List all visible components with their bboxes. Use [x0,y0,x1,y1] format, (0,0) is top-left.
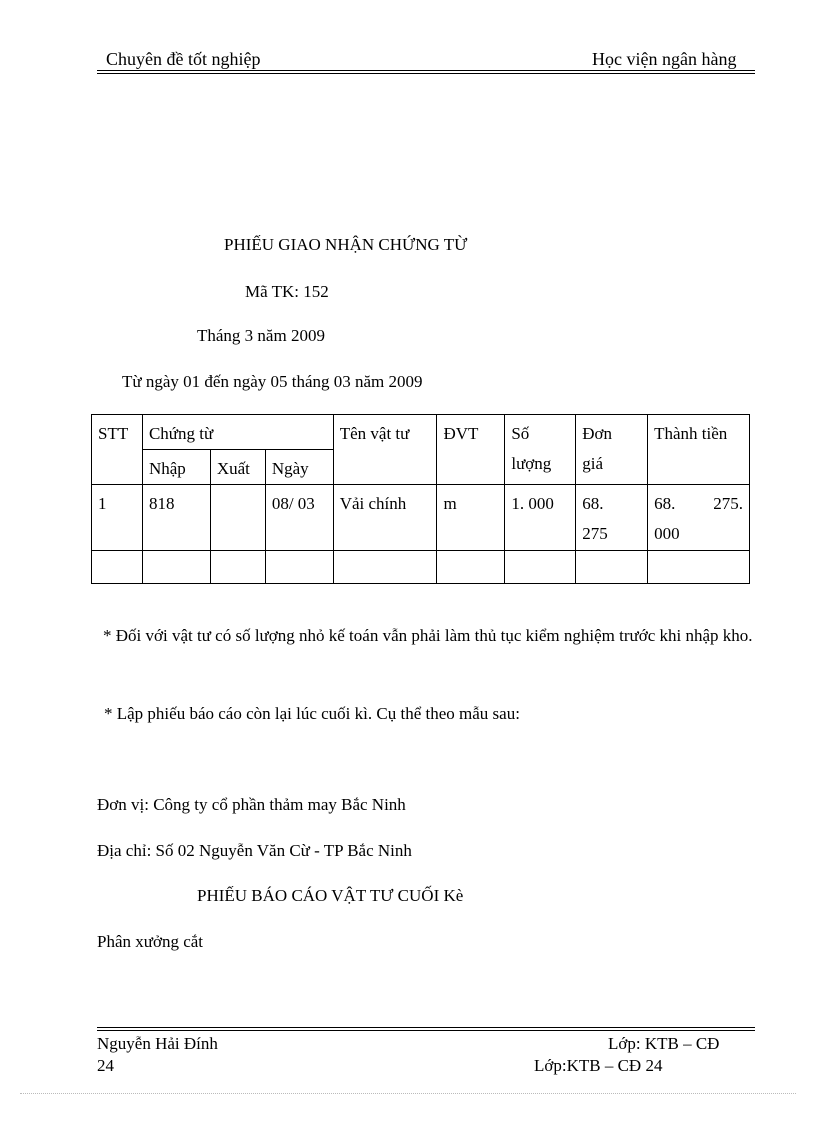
header-rule-bottom [97,73,755,74]
form2-unit: Đơn vị: Công ty cổ phần thảm may Bắc Ninh [97,795,406,814]
cell-price [576,485,648,551]
form2-title: PHIẾU BÁO CÁO VẬT TƯ CUỐI Kè [197,886,464,905]
form2-workshop: Phân xưởng cắt [97,932,204,951]
header-quantity-line1: Số [511,424,530,443]
table-row-empty [92,551,750,584]
header-stt: STT [92,415,143,485]
header-export: Xuất [210,450,265,485]
header-price [576,415,648,485]
cell-date: 08/ 03 [265,485,333,551]
header-quantity [505,415,576,485]
cell-material: Vải chính [333,485,437,551]
header-left: Chuyên đề tốt nghiệp [106,49,261,69]
cell-import: 818 [142,485,210,551]
cell-export [210,485,265,551]
table-row [92,485,750,551]
cell-amount-part2: 275. [713,494,743,513]
table-header-row [92,415,750,450]
cell-amount-line2: 000 [654,524,680,543]
footer-class-right: Lớp: KTB – CĐ [608,1034,720,1053]
form1-title: PHIẾU GIAO NHẬN CHỨNG TỪ [224,235,468,254]
header-price-line1: Đơn [582,424,613,443]
footer-class-bottom: Lớp:KTB – CĐ 24 [534,1056,663,1075]
voucher-table [91,414,750,584]
note-1: * Đối với vật tư có số lượng nhỏ kế toán vẫn phải làm thủ tục kiểm nghiệm trước khi nhập kho. [103,626,753,645]
footer-rule-top [97,1027,755,1028]
form2-address: Địa chỉ: Số 02 Nguyễn Văn Cừ - TP Bắc Ninh [97,841,412,860]
footer-page-number: 24 [97,1056,114,1075]
cell-amount [648,485,750,551]
header-import: Nhập [142,450,210,485]
page-bottom-border [20,1093,796,1094]
cell-stt: 1 [92,485,143,551]
form1-month: Tháng 3 năm 2009 [197,326,325,345]
cell-quantity: 1. 000 [505,485,576,551]
header-quantity-line2: lượng [511,454,552,473]
header-rule-top [97,70,755,71]
header-right: Học viện ngân hàng [592,49,737,69]
form1-period: Từ ngày 01 đến ngày 05 tháng 03 năm 2009 [122,372,423,391]
header-price-line2: giá [582,454,604,473]
cell-amount-line1 [654,489,743,519]
note-2: * Lập phiếu báo cáo còn lại lúc cuối kì. Cụ thể theo mẫu sau: [104,704,520,723]
cell-price-line1: 68. [582,494,604,513]
footer-rule-bottom [97,1030,755,1031]
header-date: Ngày [265,450,333,485]
header-voucher: Chứng từ [142,415,333,450]
header-unit: ĐVT [437,415,505,485]
form1-account: Mã TK: 152 [245,282,329,301]
cell-unit: m [437,485,505,551]
header-amount: Thành tiền [648,415,750,485]
footer-author: Nguyễn Hải Đính [97,1034,218,1053]
cell-amount-part1: 68. [654,494,676,513]
cell-price-line2: 275 [582,524,608,543]
header-material: Tên vật tư [333,415,437,485]
